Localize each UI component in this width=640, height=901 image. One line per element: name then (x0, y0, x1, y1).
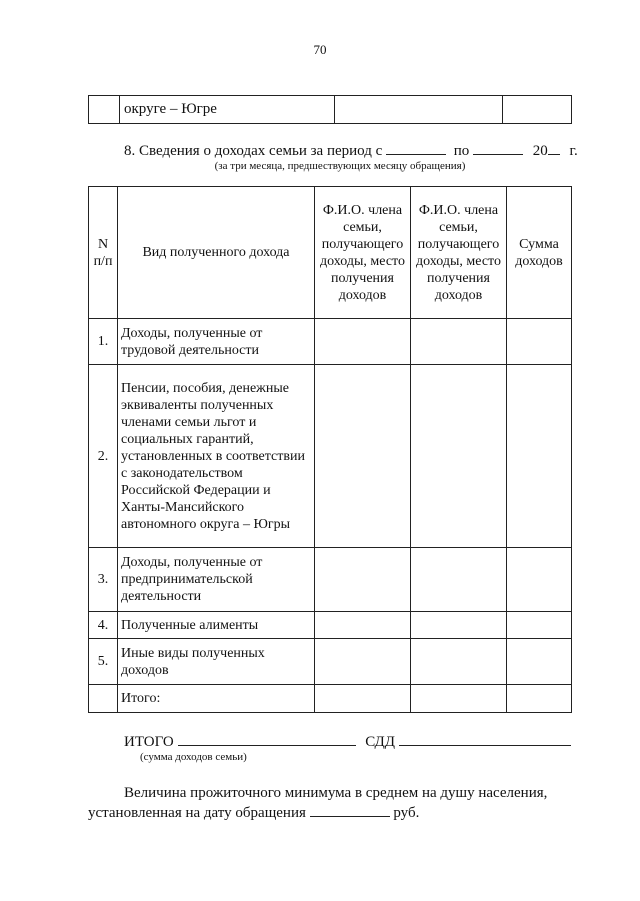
row-kind: Доходы, полученные от трудовой деятельности (118, 319, 315, 365)
row-kind: Пенсии, пособия, денежные эквиваленты полученных членами семьи льгот и социальных гарантий, установленных в соответствии с законодательством Российской Федерации и Ханты-Мансийского автономного округа – Югры (118, 365, 315, 548)
table-row (89, 548, 572, 612)
row-cell-fio-2 (411, 319, 507, 365)
minimum-line-1: Величина прожиточного минимума в среднем на душу населения, (124, 785, 548, 801)
table-row (89, 319, 572, 365)
row-cell-fio-2 (411, 612, 507, 639)
row-kind: Иные виды полученных доходов (118, 639, 315, 685)
row-cell-fio-1 (315, 365, 411, 548)
row-kind: Доходы, полученные от предпринимательской деятельности (118, 548, 315, 612)
row-cell-fio-2 (411, 639, 507, 685)
sdd-label: СДД (365, 734, 395, 750)
row-cell-sum (507, 548, 572, 612)
row-cell-fio-1 (315, 612, 411, 639)
sdd-blank (399, 733, 571, 746)
itogo-note: (сумма доходов семьи) (140, 751, 247, 763)
row-cell-fio-1 (315, 639, 411, 685)
section-heading-po: по (453, 143, 470, 159)
row-num: 2. (89, 365, 118, 548)
table-header-row (89, 187, 572, 319)
itogo-blank (178, 733, 356, 746)
row-cell-sum (507, 319, 572, 365)
header-sum: Сумма доходов (507, 187, 572, 319)
row-cell-sum (507, 639, 572, 685)
page-number: 70 (313, 42, 327, 57)
carryover-cell-empty (335, 96, 503, 124)
itogo-label: ИТОГО (124, 734, 174, 750)
totals-line (124, 733, 571, 751)
section-heading-suffix: г. (569, 143, 578, 159)
header-fio-2: Ф.И.О. члена семьи, получающего доходы, место получения доходов (411, 187, 507, 319)
table-row (89, 639, 572, 685)
minimum-blank (310, 804, 390, 817)
row-cell-fio-2 (411, 365, 507, 548)
total-cell-sum (507, 685, 572, 713)
income-table (88, 186, 572, 713)
row-cell-fio-2 (411, 548, 507, 612)
total-num-cell (89, 685, 118, 713)
total-label: Итого: (118, 685, 315, 713)
total-cell-fio-1 (315, 685, 411, 713)
minimum-line-2 (88, 803, 576, 823)
period-to-blank (473, 142, 523, 155)
row-cell-fio-1 (315, 548, 411, 612)
year-blank (548, 142, 560, 155)
header-num: N п/п (89, 187, 118, 319)
row-num: 5. (89, 639, 118, 685)
row-cell-fio-1 (315, 319, 411, 365)
row-num: 4. (89, 612, 118, 639)
header-kind: Вид полученного дохода (118, 187, 315, 319)
section-heading-year: 20 (532, 143, 548, 159)
minimum-line-2-text: установленная на дату обращения (88, 805, 306, 821)
row-cell-sum (507, 612, 572, 639)
section-heading-text: 8. Сведения о доходах семьи за период с (124, 143, 383, 159)
row-num: 3. (89, 548, 118, 612)
carryover-cell-text: округе – Югре (120, 96, 335, 124)
row-num: 1. (89, 319, 118, 365)
section-subheading: (за три месяца, предшествующих месяцу обращения) (214, 160, 466, 172)
table-row (89, 612, 572, 639)
table-row (89, 365, 572, 548)
carryover-table (88, 95, 572, 124)
total-cell-fio-2 (411, 685, 507, 713)
row-cell-sum (507, 365, 572, 548)
carryover-cell-empty (503, 96, 572, 124)
minimum-line-2-suffix: руб. (393, 805, 420, 821)
table-total-row (89, 685, 572, 713)
period-from-blank (386, 142, 446, 155)
row-kind: Полученные алименты (118, 612, 315, 639)
header-fio-1: Ф.И.О. члена семьи, получающего доходы, место получения доходов (315, 187, 411, 319)
section-heading (124, 142, 578, 160)
carryover-cell-num (89, 96, 120, 124)
